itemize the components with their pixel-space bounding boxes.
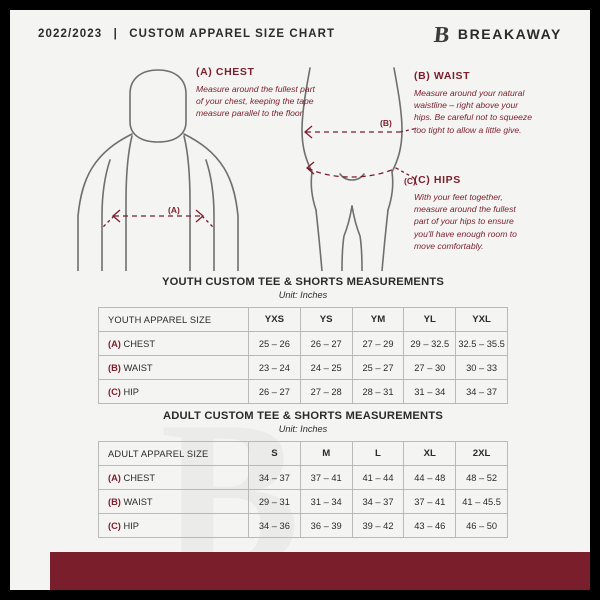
youth-waist-yxl: 30 – 33 [456, 356, 508, 380]
table-row [99, 466, 508, 490]
header-year: 2022/2023 [38, 28, 103, 40]
brand-name: BREAKAWAY [457, 26, 562, 42]
youth-row-header-label: YOUTH APPAREL SIZE [99, 308, 249, 332]
adult-waist-l: 34 – 37 [352, 490, 404, 514]
adult-hip-m: 36 – 39 [300, 514, 352, 538]
youth-col-yl: YL [404, 308, 456, 332]
callout-hips-body: With your feet together, measure around the fullest part of your hips to ensure you'll have enough room to move comfortably. [414, 192, 517, 251]
callout-hips-title: (C) HIPS [414, 174, 461, 186]
adult-waist-2xl: 41 – 45.5 [456, 490, 508, 514]
hips-measure-line [307, 162, 414, 178]
youth-row-waist-label [99, 356, 249, 380]
header-separator: | [113, 28, 118, 40]
adult-waist-s: 29 – 31 [249, 490, 301, 514]
adult-chest-label: CHEST [123, 472, 156, 483]
adult-hip-label: HIP [123, 520, 139, 531]
table-header-row [99, 308, 508, 332]
youth-chest-yxl: 32.5 – 35.5 [456, 332, 508, 356]
youth-hip-yl: 31 – 34 [404, 380, 456, 404]
adult-chest-l: 41 – 44 [352, 466, 404, 490]
adult-hip-xl: 43 – 46 [404, 514, 456, 538]
youth-waist-label: WAIST [123, 362, 153, 373]
youth-row-hip-label [99, 380, 249, 404]
adult-waist-tag: (B) [108, 496, 121, 507]
document-header [10, 10, 590, 58]
adult-col-s: S [249, 442, 301, 466]
youth-waist-yxs: 23 – 24 [249, 356, 301, 380]
youth-col-ys: YS [300, 308, 352, 332]
table-row [99, 514, 508, 538]
youth-hip-ym: 28 – 31 [352, 380, 404, 404]
adult-col-l: L [352, 442, 404, 466]
callout-hips [414, 174, 532, 252]
breakaway-logo-icon: B [432, 21, 451, 47]
footer-accent-bar [50, 552, 590, 590]
youth-col-ym: YM [352, 308, 404, 332]
youth-chest-ym: 27 – 29 [352, 332, 404, 356]
youth-section-unit: Unit: Inches [278, 290, 328, 300]
youth-section [98, 276, 508, 404]
chest-measure-line [102, 210, 214, 228]
adult-chest-m: 37 – 41 [300, 466, 352, 490]
adult-col-2xl: 2XL [456, 442, 508, 466]
table-row [99, 490, 508, 514]
adult-waist-label: WAIST [123, 496, 153, 507]
adult-row-chest-label [99, 466, 249, 490]
table-row [99, 356, 508, 380]
youth-row-chest-label [99, 332, 249, 356]
callout-waist-body: Measure around your natural waistline – right above your hips. Be careful not to squeeze too tight to allow a little give. [414, 88, 533, 135]
table-row [99, 380, 508, 404]
adult-hip-l: 39 – 42 [352, 514, 404, 538]
adult-col-xl: XL [404, 442, 456, 466]
adult-section-unit: Unit: Inches [278, 424, 328, 434]
diagram-label-hips: (C) [404, 176, 416, 186]
adult-section-title: ADULT CUSTOM TEE & SHORTS MEASUREMENTS [162, 410, 444, 422]
youth-hip-tag: (C) [108, 386, 121, 397]
diagram-label-waist: (B) [380, 118, 392, 128]
callout-chest-body: Measure around the fullest part of your chest, keeping the tape measure parallel to the floor [196, 84, 315, 119]
adult-col-m: M [300, 442, 352, 466]
adult-hip-s: 34 – 36 [249, 514, 301, 538]
youth-chest-ys: 26 – 27 [300, 332, 352, 356]
callout-waist-title: (B) WAIST [414, 70, 471, 82]
youth-chest-yxs: 25 – 26 [249, 332, 301, 356]
adult-section [98, 410, 508, 538]
adult-hip-tag: (C) [108, 520, 121, 531]
youth-hip-yxs: 26 – 27 [249, 380, 301, 404]
youth-waist-ys: 24 – 25 [300, 356, 352, 380]
diagram-label-chest: (A) [168, 205, 180, 215]
youth-chest-tag: (A) [108, 338, 121, 349]
youth-size-table [98, 307, 508, 404]
adult-waist-m: 31 – 34 [300, 490, 352, 514]
brand-lockup [434, 23, 562, 46]
adult-hip-2xl: 46 – 50 [456, 514, 508, 538]
callout-chest [196, 66, 321, 120]
youth-hip-ys: 27 – 28 [300, 380, 352, 404]
adult-waist-xl: 37 – 41 [404, 490, 456, 514]
table-row [99, 332, 508, 356]
adult-chest-2xl: 48 – 52 [456, 466, 508, 490]
callout-waist [414, 70, 532, 136]
youth-hip-yxl: 34 – 37 [456, 380, 508, 404]
adult-chest-s: 34 – 37 [249, 466, 301, 490]
adult-row-waist-label [99, 490, 249, 514]
measurement-diagram [10, 56, 590, 271]
youth-col-yxs: YXS [249, 308, 301, 332]
adult-chest-xl: 44 – 48 [404, 466, 456, 490]
header-doc-title: CUSTOM APPAREL SIZE CHART [129, 28, 336, 40]
callout-chest-title: (A) CHEST [196, 66, 255, 78]
youth-chest-label: CHEST [123, 338, 156, 349]
youth-col-yxl: YXL [456, 308, 508, 332]
youth-waist-yl: 27 – 30 [404, 356, 456, 380]
adult-chest-tag: (A) [108, 472, 121, 483]
youth-chest-yl: 29 – 32.5 [404, 332, 456, 356]
youth-waist-ym: 25 – 27 [352, 356, 404, 380]
youth-section-title: YOUTH CUSTOM TEE & SHORTS MEASUREMENTS [161, 276, 445, 288]
size-chart-sheet [10, 10, 590, 590]
page-title [38, 28, 335, 40]
adult-size-table [98, 441, 508, 538]
adult-row-hip-label [99, 514, 249, 538]
youth-waist-tag: (B) [108, 362, 121, 373]
adult-row-header-label: ADULT APPAREL SIZE [99, 442, 249, 466]
youth-hip-label: HIP [123, 386, 139, 397]
table-header-row [99, 442, 508, 466]
